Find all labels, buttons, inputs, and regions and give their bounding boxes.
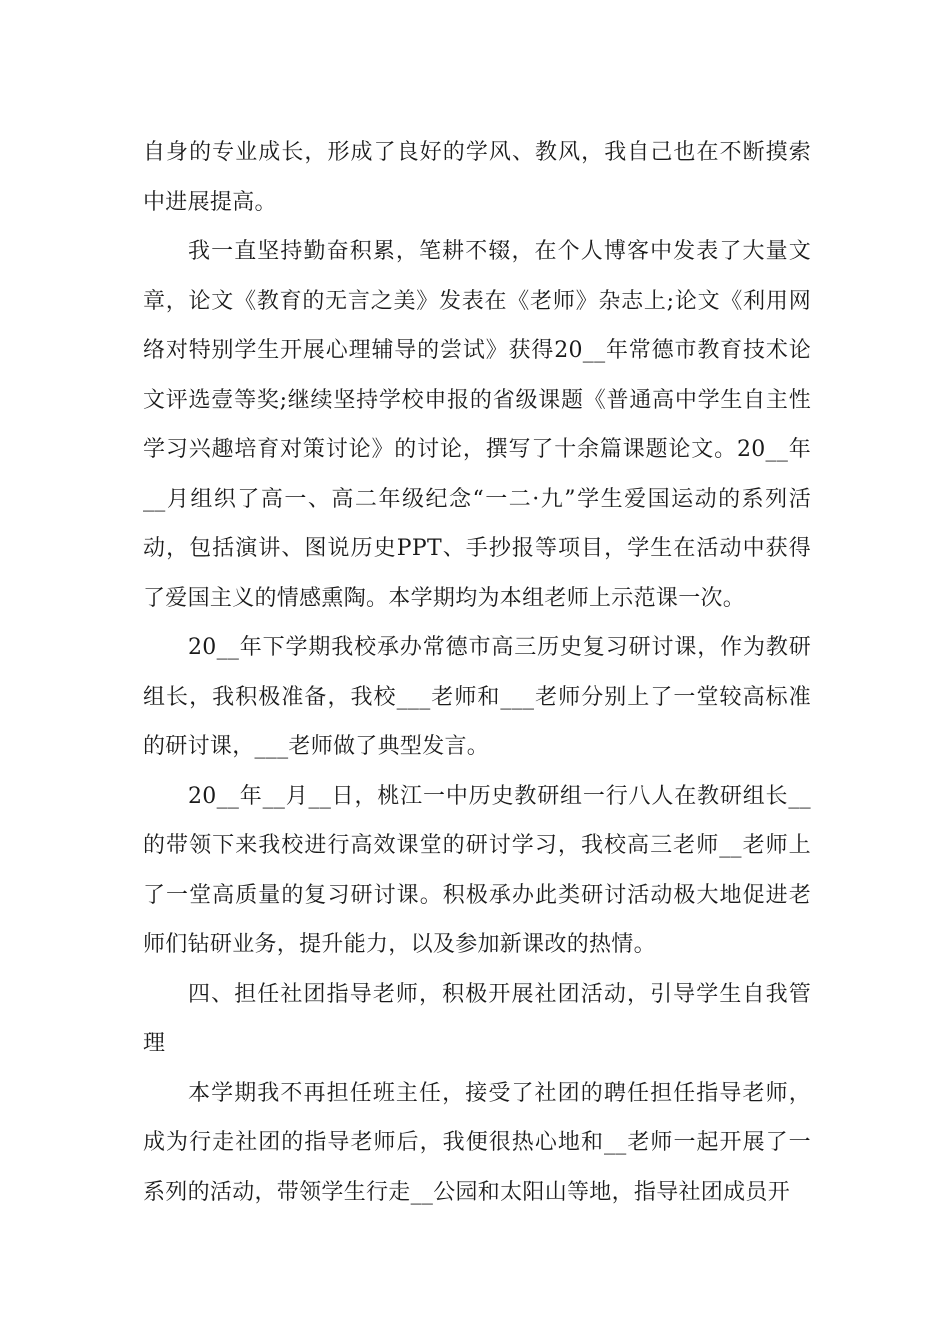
document-body	[143, 128, 811, 1217]
paragraph-visit: 20__年__月__日，桃江一中历史教研组一行八人在教研组长__的带领下来我校进行高效课堂的研讨学习，我校高三老师__老师上了一堂高质量的复习研讨课。积极承办此类研讨活动极大地促进老师们钻研业务，提升能力，以及参加新课改的热情。	[143, 783, 811, 957]
paragraph-club: 本学期我不再担任班主任，接受了社团的聘任担任指导老师，成为行走社团的指导老师后，我便很热心地和__老师一起开展了一系列的活动，带领学生行走__公园和太阳山等地，指导社团成员开	[143, 1080, 811, 1205]
paragraph-research-class: 20__年下学期我校承办常德市高三历史复习研讨课，作为教研组长，我积极准备，我校___老师和___老师分别上了一堂较高标准的研讨课，___老师做了典型发言。	[143, 635, 811, 759]
paragraph-publications: 我一直坚持勤奋积累，笔耕不辍，在个人博客中发表了大量文章，论文《教育的无言之美》发表在《老师》杂志上;论文《利用网络对特别学生开展心理辅导的尝试》获得20__年常德市教育技术论文评选壹等奖;继续坚持学校申报的省级课题《普通高中学生自主性学习兴趣培育对策讨论》的讨论，撰写了十余篇课题论文。20__年__月组织了高一、高二年级纪念“一二·九”学生爱国运动的系列活动，包括演讲、图说历史PPT、手抄报等项目，学生在活动中获得了爱国主义的情感熏陶。本学期均为本组老师上示范课一次。	[143, 239, 811, 611]
paragraph-continuation: 自身的专业成长，形成了良好的学风、教风，我自己也在不断摸索中进展提高。	[143, 140, 811, 215]
section-heading: 四、担任社团指导老师，积极开展社团活动，引导学生自我管理	[143, 981, 811, 1056]
